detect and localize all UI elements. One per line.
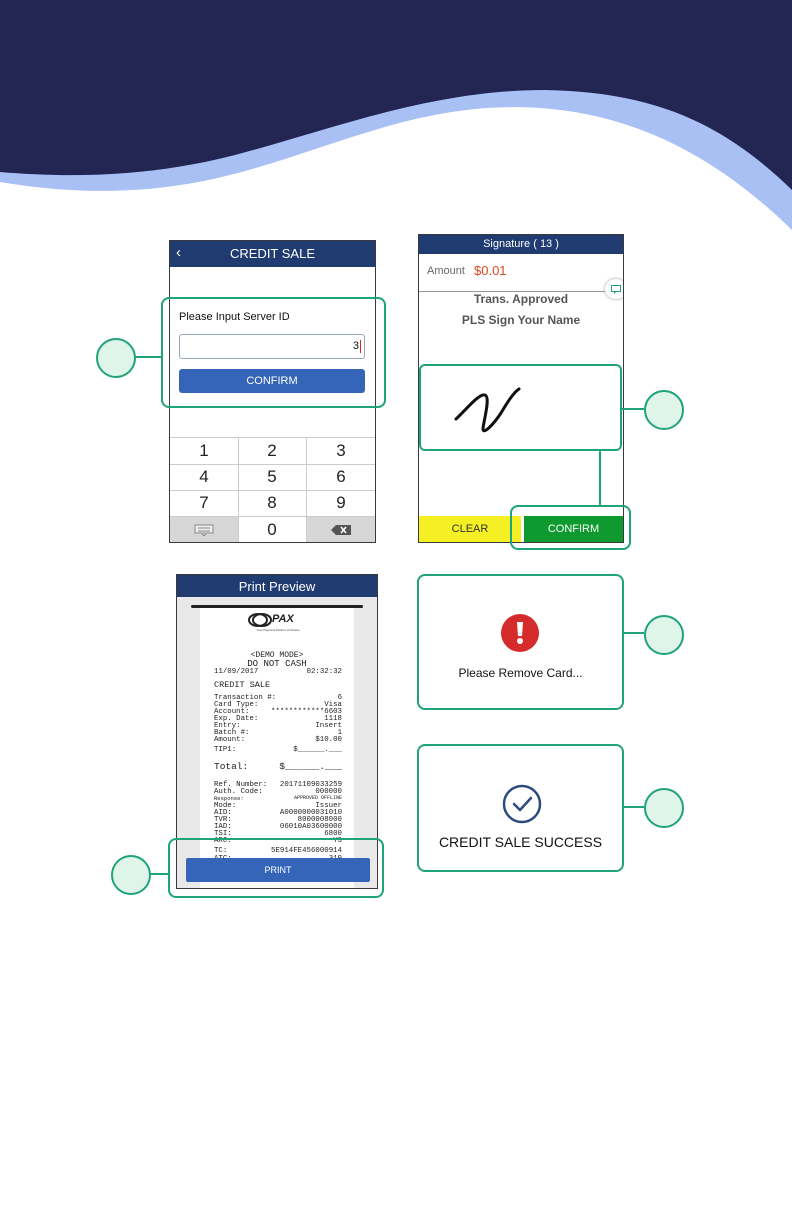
callout-box-confirm [510, 505, 631, 550]
server-id-prompt: Please Input Server ID [179, 311, 290, 323]
receipt-row: Mode: Issuer [214, 802, 342, 810]
callout-box-print [168, 838, 384, 898]
callout-box-signature [419, 364, 622, 451]
receipt-row: Account: ************6603 [214, 708, 342, 716]
remove-card-panel [417, 574, 624, 710]
chevron-left-icon[interactable]: ‹ [176, 244, 181, 261]
callout-line [148, 873, 169, 875]
callout-line [134, 356, 162, 358]
success-message: CREDIT SALE SUCCESS [438, 834, 603, 850]
receipt-row: Auth. Code: 000000 [214, 788, 342, 796]
receipt-row: TVR: 8000008000 [214, 816, 342, 824]
total-row: Total: $______.___ [214, 761, 342, 772]
signature-title: Signature ( 13 ) [483, 238, 559, 250]
receipt-row: TC: 5E914FE456000914 [214, 847, 342, 855]
receipt-row: ARC: Y3 [214, 837, 342, 845]
key-6[interactable]: 6 [336, 467, 346, 486]
key-4[interactable]: 4 [199, 467, 209, 486]
receipt-row: IAD: 06010A03600000 [214, 823, 342, 831]
callout-line [624, 806, 644, 808]
confirm-button[interactable]: CONFIRM [179, 369, 365, 393]
receipt-date: 11/09/2017 [214, 668, 259, 676]
key-0[interactable]: 0 [267, 520, 277, 539]
key-3[interactable]: 3 [336, 441, 346, 460]
backspace-icon[interactable] [307, 517, 375, 543]
do-not-cash-text: DO NOT CASH [247, 659, 307, 669]
receipt-time: 02:32:32 [306, 668, 342, 676]
receipt-row: Entry: Insert [214, 722, 342, 730]
key-9[interactable]: 9 [336, 493, 346, 512]
receipt-row: AID: A0000000031010 [214, 809, 342, 817]
receipt-row: Card Type: Visa [214, 701, 342, 709]
receipt-row: Batch #: 1 [214, 729, 342, 737]
callout-marker-3 [111, 855, 151, 895]
callout-line [599, 451, 601, 505]
receipt-row: TSI: 6800 [214, 830, 342, 838]
print-preview-title: Print Preview [238, 579, 316, 594]
remove-card-message: Please Remove Card... [458, 666, 583, 680]
header-wave-banner [0, 0, 792, 230]
receipt-row: Exp. Date: 1118 [214, 715, 342, 723]
sign-prompt-text: PLS Sign Your Name [461, 313, 581, 327]
tip-row: TIP1: $______.___ [214, 746, 342, 754]
receipt-sale-title: CREDIT SALE [214, 680, 271, 690]
check-circle-icon [502, 784, 542, 824]
callout-marker-2 [644, 390, 684, 430]
print-preview-header [177, 575, 377, 597]
page-title: CREDIT SALE [229, 246, 315, 261]
key-1[interactable]: 1 [199, 441, 209, 460]
success-panel [417, 744, 624, 872]
key-5[interactable]: 5 [267, 467, 277, 486]
amount-value: $0.01 [474, 263, 507, 278]
pax-logo: PAX Your Payment Partner of Choice [248, 612, 308, 634]
confirm-button[interactable]: CONFIRM [524, 516, 623, 542]
demo-mode-text: <DEMO MODE> [250, 651, 304, 660]
credit-sale-header [170, 241, 375, 267]
callout-marker-4 [644, 615, 684, 655]
receipt-row: Response: APPROVED OFFLINE [214, 795, 342, 802]
print-button[interactable]: PRINT [186, 858, 370, 882]
callout-line [622, 408, 644, 410]
alert-icon [501, 614, 539, 652]
key-8[interactable]: 8 [267, 493, 277, 512]
server-id-value: 3 [352, 340, 359, 352]
receipt-row: Ref. Number: 20171109033259 [214, 781, 342, 789]
callout-box-server-id [161, 297, 386, 408]
trans-approved-text: Trans. Approved [473, 292, 569, 306]
keyboard-icon[interactable] [170, 517, 238, 543]
amount-label: Amount [427, 265, 465, 277]
numeric-keypad [170, 437, 375, 543]
clear-button[interactable]: CLEAR [419, 516, 521, 542]
callout-marker-1 [96, 338, 136, 378]
receipt-row: Amount: $10.00 [214, 736, 342, 744]
receipt-row: Transaction #: 6 [214, 694, 342, 702]
key-2[interactable]: 2 [267, 441, 277, 460]
callout-marker-5 [644, 788, 684, 828]
callout-line [624, 632, 644, 634]
key-7[interactable]: 7 [199, 493, 209, 512]
signature-header [419, 235, 623, 254]
